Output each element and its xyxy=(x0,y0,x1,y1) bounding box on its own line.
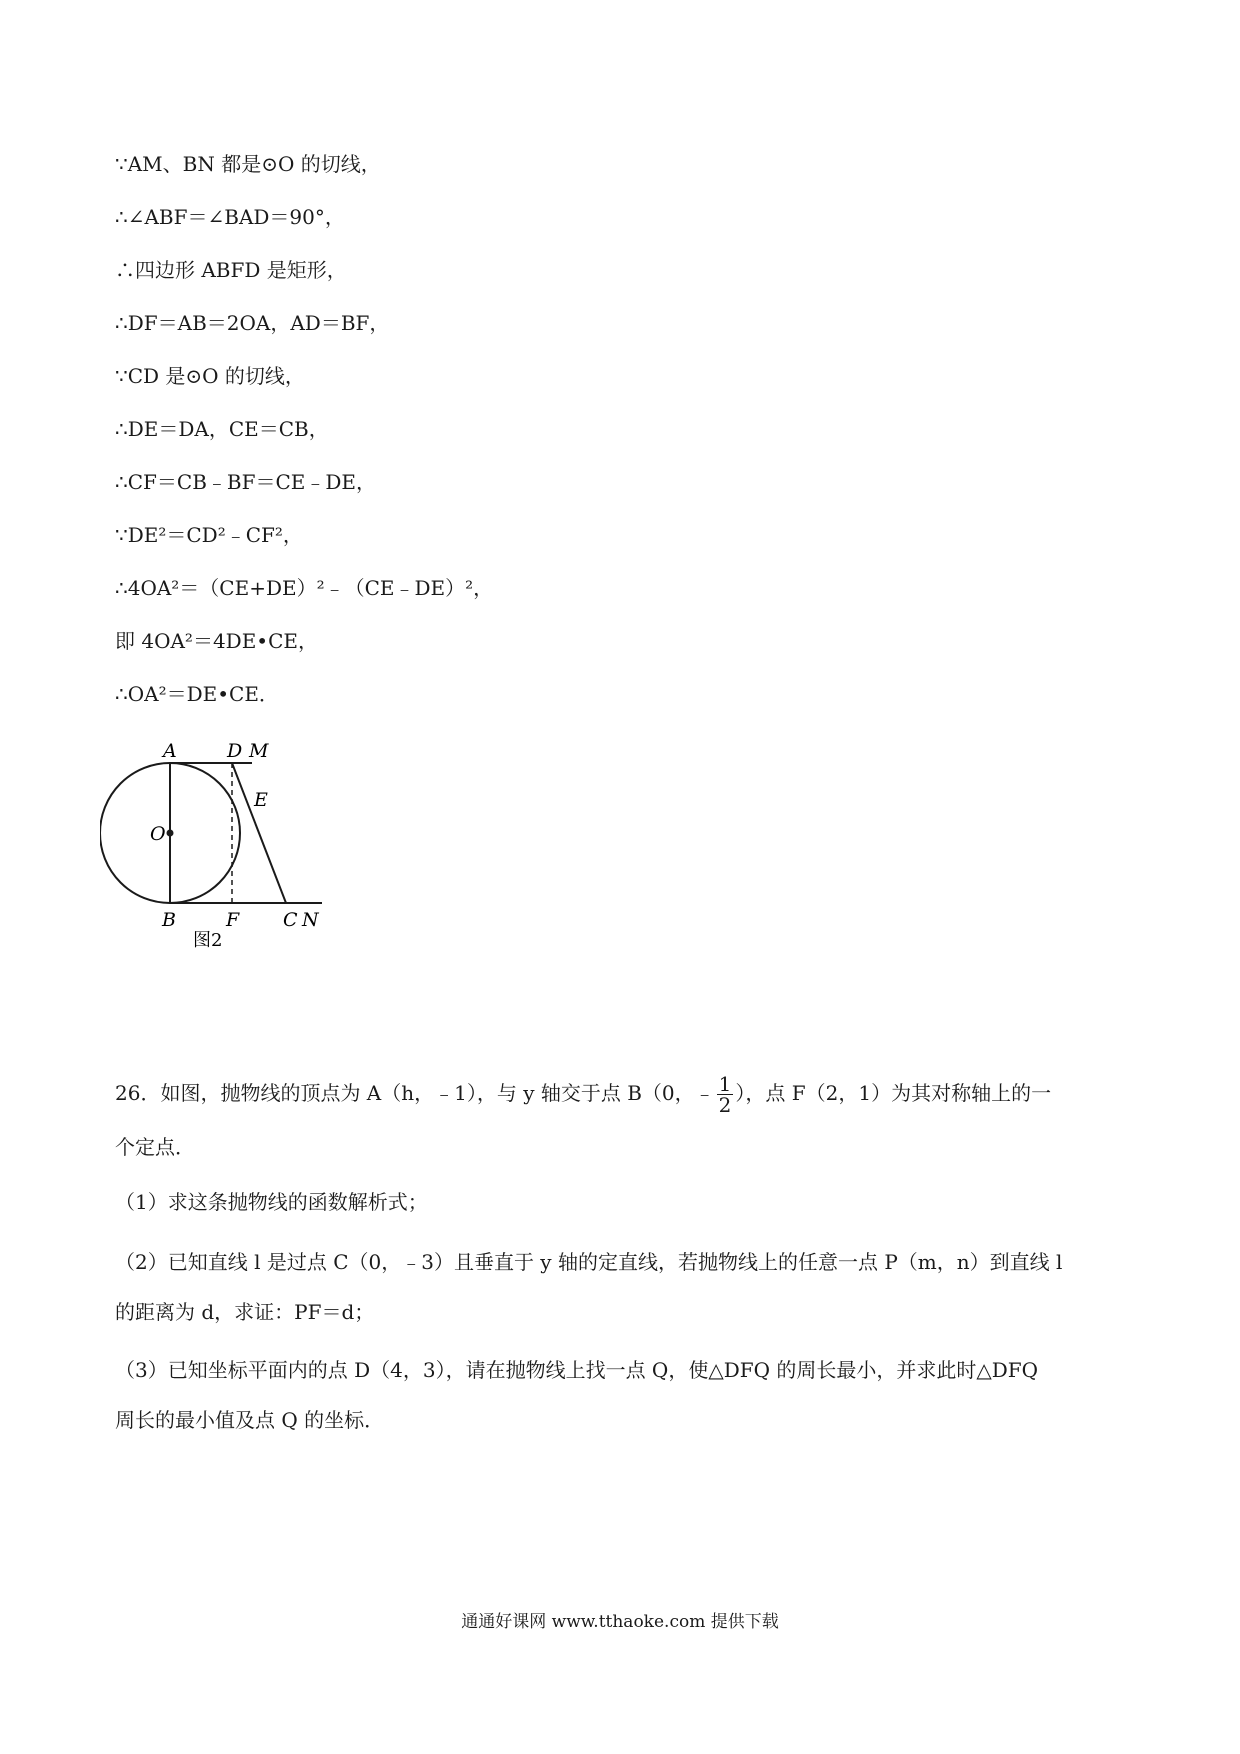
center-point-o xyxy=(167,830,174,837)
label-m: M xyxy=(249,740,269,762)
label-e: E xyxy=(254,789,268,811)
proof-line-3: ∴四边形 ABFD 是矩形， xyxy=(115,258,347,282)
question-2-line-2: 的距离为 d，求证：PF＝d； xyxy=(115,1300,375,1324)
proof-line-2: ∴∠ABF＝∠BAD＝90°， xyxy=(115,205,345,229)
label-o: O xyxy=(150,823,166,845)
question-3-line-1: （3）已知坐标平面内的点 D（4，3），请在抛物线上找一点 Q，使△DFQ 的周长最小，并求此时△DFQ xyxy=(115,1358,1039,1382)
label-b: B xyxy=(162,909,176,931)
problem-26-intro-a: 26．如图，抛物线的顶点为 A（h，﹣1），与 y 轴交于点 B（0，﹣ xyxy=(115,1081,715,1105)
fraction-one-half xyxy=(717,1074,734,1115)
proof-line-9: ∴4OA²＝（CE+DE）²﹣（CE﹣DE）²， xyxy=(115,576,494,600)
problem-26-intro-b: ），点 F（2，1）为其对称轴上的一 xyxy=(735,1081,1052,1105)
proof-line-5: ∵CD 是⊙O 的切线， xyxy=(115,364,305,388)
proof-line-7: ∴CF＝CB﹣BF＝CE﹣DE， xyxy=(115,470,377,494)
geometry-figure xyxy=(100,710,340,950)
label-a: A xyxy=(163,740,177,762)
proof-line-4: ∴DF＝AB＝2OA，AD＝BF， xyxy=(115,311,390,335)
fraction-numerator: 1 xyxy=(718,1072,732,1096)
question-2-line-1: （2）已知直线 l 是过点 C（0，﹣3）且垂直于 y 轴的定直线，若抛物线上的任意一点 P（m，n）到直线 l xyxy=(115,1250,1063,1274)
label-c: C xyxy=(283,909,298,931)
label-n: N xyxy=(302,909,319,931)
proof-line-8: ∵DE²＝CD²﹣CF²， xyxy=(115,523,303,547)
label-d: D xyxy=(227,740,243,762)
figure-caption: 图2 xyxy=(193,930,223,950)
proof-line-10: 即 4OA²＝4DE•CE， xyxy=(115,629,318,653)
question-3-line-2: 周长的最小值及点 Q 的坐标． xyxy=(115,1408,385,1432)
proof-line-11: ∴OA²＝DE•CE． xyxy=(115,682,279,706)
problem-26-intro-c: 个定点． xyxy=(115,1135,195,1159)
question-1: （1）求这条抛物线的函数解析式； xyxy=(115,1190,428,1214)
label-f: F xyxy=(226,909,240,931)
page-footer: 通通好课网 www.tthaoke.com 提供下载 xyxy=(461,1612,779,1632)
problem-26-intro xyxy=(115,1074,1051,1115)
proof-line-1: ∵AM、BN 都是⊙O 的切线， xyxy=(115,152,381,176)
proof-line-6: ∴DE＝DA，CE＝CB， xyxy=(115,417,329,441)
fraction-denominator: 2 xyxy=(718,1093,732,1117)
